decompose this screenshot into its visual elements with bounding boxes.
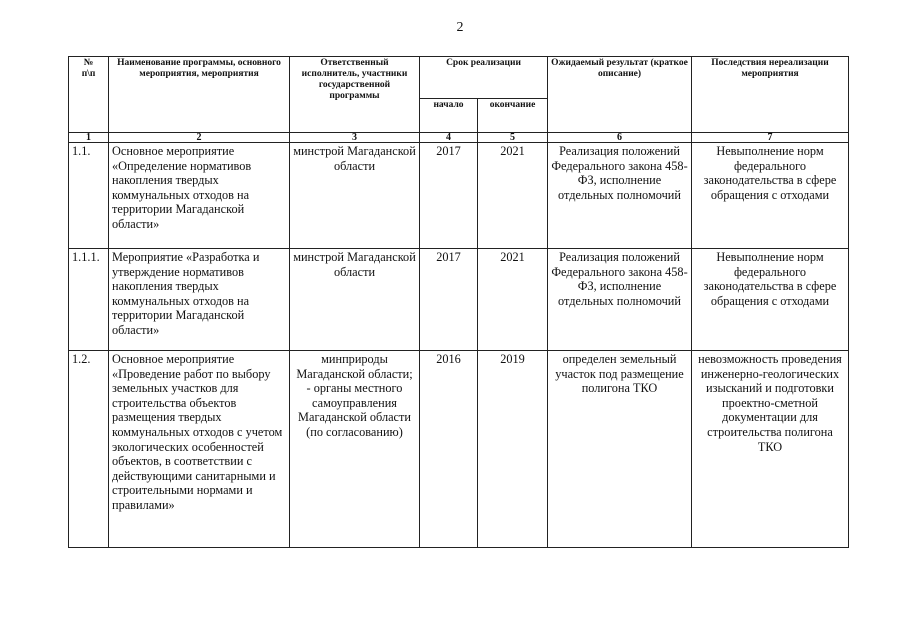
- header-start: начало: [420, 99, 478, 133]
- column-number: 7: [692, 133, 849, 143]
- header-consequences: Последствия нереализации мероприятия: [692, 57, 849, 133]
- consequences: Невыполнение норм федерального законодательства в сфере обращения с отходами: [692, 143, 849, 249]
- start-year: 2016: [420, 351, 478, 548]
- row-number: 1.1.: [69, 143, 109, 249]
- table-row: [69, 249, 849, 351]
- column-number-row: [69, 133, 849, 143]
- expected-result: Реализация положений Федерального закона 458-ФЗ, исполнение отдельных полномочий: [548, 143, 692, 249]
- responsible-executor: минстрой Магаданской области: [290, 143, 420, 249]
- header-end: окончание: [478, 99, 548, 133]
- start-year: 2017: [420, 249, 478, 351]
- row-number: 1.1.1.: [69, 249, 109, 351]
- header-period: Срок реализации: [420, 57, 548, 99]
- activity-name: Основное мероприятие «Определение нормативов накопления твердых коммунальных отходов на территории Магаданской области»: [109, 143, 290, 249]
- expected-result: определен земельный участок под размещение полигона ТКО: [548, 351, 692, 548]
- header-responsible: Ответственный исполнитель, участники государственной программы: [290, 57, 420, 133]
- end-year: 2019: [478, 351, 548, 548]
- column-number: 1: [69, 133, 109, 143]
- expected-result: Реализация положений Федерального закона 458-ФЗ, исполнение отдельных полномочий: [548, 249, 692, 351]
- header-result: Ожидаемый результат (краткое описание): [548, 57, 692, 133]
- page-number: 2: [456, 20, 464, 35]
- start-year: 2017: [420, 143, 478, 249]
- end-year: 2021: [478, 143, 548, 249]
- end-year: 2021: [478, 249, 548, 351]
- program-activities-table: [68, 56, 849, 548]
- header-row: [69, 57, 849, 99]
- activity-name: Основное мероприятие «Проведение работ по выбору земельных участков для строительства объектов размещения твердых коммунальных отходов с учетом экологических особенностей объектов, в соответствии с действующими санитарными и строительными нормами и правилами»: [109, 351, 290, 548]
- column-number: 4: [420, 133, 478, 143]
- responsible-executor: минстрой Магаданской области: [290, 249, 420, 351]
- responsible-executor: минприроды Магаданской области; - органы местного самоуправления Магаданской области (по согласованию): [290, 351, 420, 548]
- table-row: [69, 143, 849, 249]
- consequences: невозможность проведения инженерно-геологических изысканий и подготовки проектно-сметной документации для строительства полигона ТКО: [692, 351, 849, 548]
- column-number: 6: [548, 133, 692, 143]
- activity-name: Мероприятие «Разработка и утверждение нормативов накопления твердых коммунальных отходов на территории Магаданской области»: [109, 249, 290, 351]
- header-num: № п\п: [69, 57, 109, 133]
- header-name: Наименование программы, основного мероприятия, мероприятия: [109, 57, 290, 133]
- table-row: [69, 351, 849, 548]
- row-number: 1.2.: [69, 351, 109, 548]
- column-number: 5: [478, 133, 548, 143]
- column-number: 2: [109, 133, 290, 143]
- consequences: Невыполнение норм федерального законодательства в сфере обращения с отходами: [692, 249, 849, 351]
- column-number: 3: [290, 133, 420, 143]
